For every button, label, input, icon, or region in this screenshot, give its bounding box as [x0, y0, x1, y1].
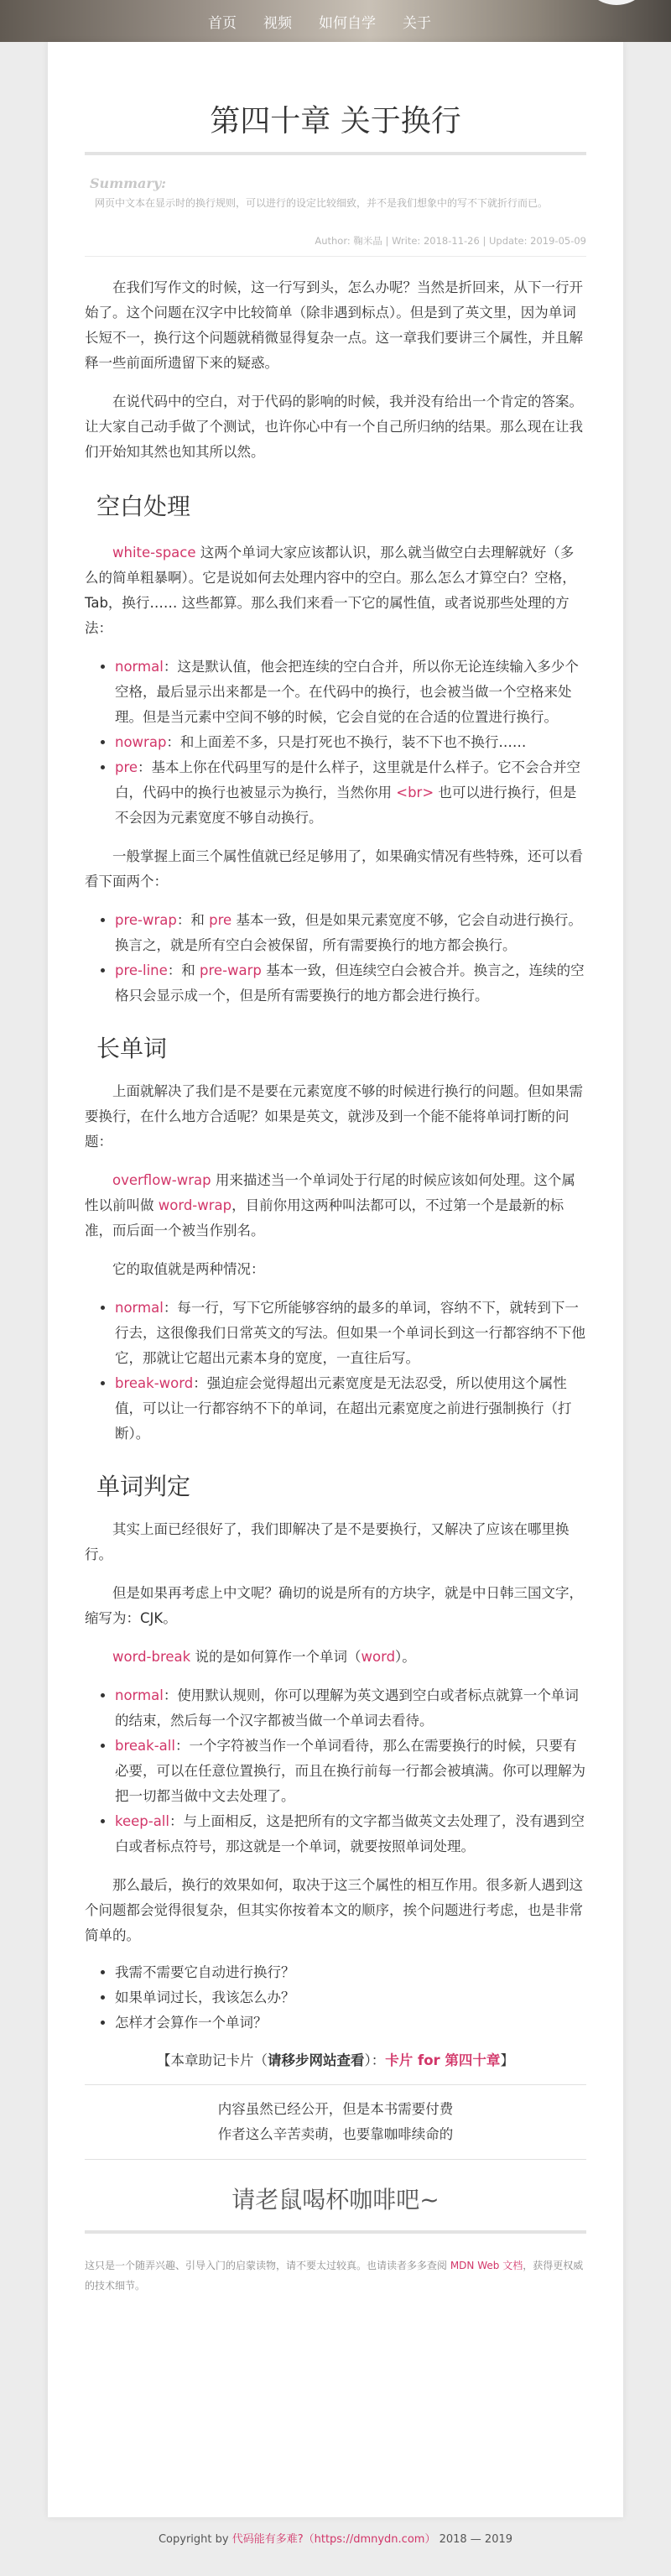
buy-coffee-link[interactable]: 请老鼠喝杯咖啡吧~ [85, 2182, 586, 2234]
code-keyword: break-all [115, 1738, 175, 1754]
code-keyword: pre-line [115, 962, 168, 978]
code-keyword: pre [115, 759, 138, 775]
intro-paragraph-1: 在我们写作文的时候，这一行写到头，怎么办呢？当然是折回来，从下一行开始了。这个问题在汉字中比较简单（除非遇到标点）。但是到了英文里，因为单词长短不一，换行这个问题就稍微显得复杂一点。这一章我们要讲三个属性，并且解释一些前面所遗留下来的疑惑。 [85, 279, 583, 371]
list-item: • 我需不需要它自动进行换行？ [115, 1960, 586, 1985]
heading-whitespace: 空白处理 [96, 493, 191, 520]
list-item: • normal：每一行，写下它所能够容纳的最多的单词，容纳不下，就转到下一行去，这很像我们日常英文的写法。但如果一个单词长到这一行都容纳不下他它，那就让它超出元素本身的宽度，一直往后写。 [115, 1296, 586, 1371]
wordbreak-values-list [85, 1683, 586, 1859]
wordjudge-paragraph-1: 其实上面已经很好了，我们即解决了是不是要换行，又解决了应该在哪里换行。 [85, 1521, 570, 1562]
code-keyword: keep-all [115, 1813, 169, 1829]
code-keyword: normal [115, 659, 164, 675]
questions-list [85, 1960, 586, 2036]
heading-long-word: 长单词 [96, 1035, 168, 1062]
code-word-break: word-break [112, 1649, 191, 1665]
list-item: • normal：这是默认值，他会把连续的空白合并，所以你无论连续输入多少个空格，最后显示出来都是一个。在代码中的换行，也会被当做一个空格来处理。但是当元素中空间不够的时候，它会自觉的在合适的位置进行换行。 [115, 654, 586, 730]
article-card [48, 42, 623, 2517]
header-decoration [580, 0, 653, 5]
article-title: 第四十章 关于换行 [85, 97, 586, 155]
site-link[interactable]: 代码能有多难?（https://dmnydn.com） [231, 2533, 436, 2546]
list-item: • pre-wrap：和 pre 基本一致，但是如果元素宽度不够，它会自动进行换行。换言之，就是所有空白会被保留，所有需要换行的地方都会换行。 [115, 908, 586, 958]
article-content [85, 42, 586, 2296]
nav-about-link[interactable]: 关于 [403, 14, 431, 32]
longword-paragraph-2: overflow-wrap 用来描述当一个单词处于行尾的时候应该如何处理。这个属性以前叫做 word-wrap，目前你用这两种叫法都可以，不过第一个是最新的标准，而后面一个被当作别名。 [85, 1172, 575, 1238]
page-footer: Copyright by 代码能有多难?（https://dmnydn.com） 2018 — 2019 [158, 2533, 513, 2546]
help-card-line: 【本章助记卡片（请移步网站查看）：卡片 for 第四十章】 [157, 2052, 514, 2068]
article-meta: Author: 鞠米晶 | Write: 2018-11-26 | Update: 2019-05-09 [85, 234, 586, 257]
footnote: 这只是一个随弄兴趣、引导入门的启蒙读物，请不要太过较真。也请读者多多查阅 MDN Web 文档，获得更权威的技术细节。 [85, 2260, 584, 2292]
code-overflow-wrap: overflow-wrap [112, 1172, 211, 1188]
list-item: • break-word：强迫症会觉得超出元素宽度是无法忍受，所以使用这个属性值，可以让一行都容纳不下的单词，在超出元素宽度之前进行强制换行（打断）。 [115, 1371, 586, 1447]
list-item: • break-all：一个字符被当作一个单词看待，那么在需要换行的时候，只要有必要，可以在任意位置换行，而且在换行前每一行都会被填满。你可以理解为把一切都当做中文去处理了。 [115, 1734, 586, 1809]
code-keyword: pre [209, 912, 232, 928]
summary-label: Summary: [90, 175, 167, 191]
code-word-wrap: word-wrap [158, 1197, 232, 1213]
code-keyword: nowrap [115, 734, 167, 750]
longword-paragraph-1: 上面就解决了我们是不是要在元素宽度不够的时候进行换行的问题。但如果需要换行，在什么地方合适呢？如果是英文，就涉及到一个能不能将单词打断的问题： [85, 1083, 583, 1150]
divider [85, 2084, 586, 2085]
code-keyword: <br> [396, 785, 434, 800]
list-item: • 如果单词过长，我该怎么办？ [115, 1985, 586, 2010]
list-item: • pre-line：和 pre-warp 基本一致，但连续空白会被合并。换言之，连续的空格只会显示成一个，但是所有需要换行的地方都会进行换行。 [115, 958, 586, 1009]
nav-selfstudy-link[interactable]: 如何自学 [319, 14, 376, 32]
mdn-link[interactable]: MDN Web 文档 [450, 2260, 523, 2271]
summary-text: 网页中文本在显示时的换行规则，可以进行的设定比较细致，并不是我们想象中的写不下就折行而已。 [95, 197, 549, 209]
longword-paragraph-3: 它的取值就是两种情况： [112, 1261, 265, 1277]
help-card-link[interactable]: 卡片 for 第四十章 [385, 2052, 501, 2068]
heading-word-judge: 单词判定 [96, 1473, 191, 1500]
intro-paragraph-2: 在说代码中的空白，对于代码的影响的时候，我并没有给出一个肯定的答案。让大家自己动手做了个测试，也许你心中有一个自己所归纳的结果。那么现在让我们开始知其然也知其所以然。 [85, 394, 583, 460]
wordjudge-paragraph-2: 但是如果再考虑上中文呢？确切的说是所有的方块字，就是中日韩三国文字，缩写为：CJK。 [85, 1585, 583, 1626]
whitespace-values-list [85, 654, 586, 831]
top-navbar [0, 0, 671, 42]
list-item: • keep-all：与上面相反，这是把所有的文字都当做英文去处理了，没有遇到空白或者标点符号，那这就是一个单词，就要按照单词处理。 [115, 1809, 586, 1859]
whitespace-paragraph-1: white-space 这两个单词大家应该都认识，那么就当做空白去理解就好（多么的简单粗暴啊）。它是说如何去处理内容中的空白。那么怎么才算空白？空格，Tab，换行…… 这些都算。那么我们来看一下它的属性值，或者说那些处理的方法： [85, 545, 576, 636]
code-keyword: pre-warp [200, 962, 262, 978]
list-item: • nowrap：和上面差不多，只是打死也不换行，装不下也不换行…… [115, 730, 586, 755]
code-word: word [361, 1649, 396, 1665]
nav-video-link[interactable]: 视频 [263, 14, 292, 32]
code-keyword: break-word [115, 1375, 194, 1391]
list-item: • pre：基本上你在代码里写的是什么样子，这里就是什么样子。它不会合并空白，代码中的换行也被显示为换行，当然你用 <br> 也可以进行换行，但是不会因为元素宽度不够自动换行。 [115, 755, 586, 831]
nav-home-link[interactable]: 首页 [208, 14, 237, 32]
wordjudge-paragraph-3: word-break 说的是如何算作一个单词（word）。 [112, 1649, 416, 1665]
article-summary [85, 175, 586, 212]
wordjudge-paragraph-4: 那么最后，换行的效果如何，取决于这三个属性的相互作用。很多新人遇到这个问题都会觉得很复杂，但其实你按着本文的顺序，挨个问题进行考虑，也是非常简单的。 [85, 1877, 583, 1943]
code-keyword: normal [115, 1300, 164, 1316]
list-item: • 怎样才会算作一个单词？ [115, 2010, 586, 2036]
code-keyword: pre-wrap [115, 912, 177, 928]
support-note: 内容虽然已经公开，但是本书需要付费 作者这么辛苦卖萌，也要靠咖啡续命的 [217, 2101, 454, 2142]
main-nav [208, 0, 458, 42]
longword-values-list [85, 1296, 586, 1447]
list-item: • normal：使用默认规则，你可以理解为英文遇到空白或者标点就算一个单词的结束，然后每一个汉字都被当做一个单词去看待。 [115, 1683, 586, 1734]
code-keyword: normal [115, 1687, 164, 1703]
whitespace-extra-list [85, 908, 586, 1009]
whitespace-paragraph-2: 一般掌握上面三个属性值就已经足够用了，如果确实情况有些特殊，还可以看看下面两个： [85, 848, 583, 889]
code-white-space: white-space [112, 545, 196, 561]
divider [85, 2159, 586, 2160]
